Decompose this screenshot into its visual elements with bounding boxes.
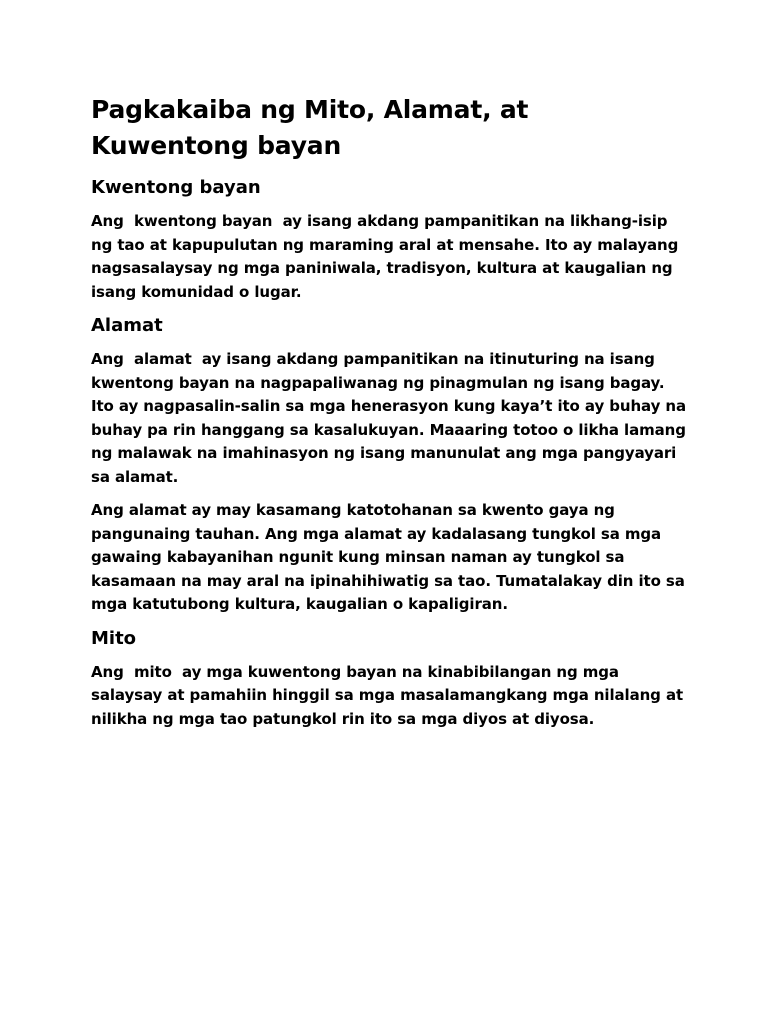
paragraph-mito-1: Ang mito ay mga kuwentong bayan na kinabibilangan ng mga salaysay at pamahiin hinggil sa mga masalamangkang mga nilalang at nilikha ng mga tao patungkol rin ito sa mga diyos at diyosa. <box>91 662 689 728</box>
page-title: Pagkakaiba ng Mito, Alamat, at Kuwentong bayan <box>91 95 529 160</box>
section-alamat <box>91 314 691 617</box>
section-heading-alamat: Alamat <box>91 315 163 336</box>
document-page <box>91 92 691 741</box>
section-mito <box>91 627 691 732</box>
section-heading-kwentong-bayan: Kwentong bayan <box>91 177 261 198</box>
paragraph-alamat-2: Ang alamat ay may kasamang katotohanan sa kwento gaya ng pangunaing tauhan. Ang mga alamat ay kadalasang tungkol sa mga gawaing kabayanihan ngunit kung minsan naman ay tungkol sa kasamaan na may aral na ipinahihiwatig sa tao. Tumatalakay din ito sa mga katutubong kultura, kaugalian o kapaligiran. <box>91 501 690 613</box>
paragraph-alamat-1: Ang alamat ay isang akdang pampanitikan na itinuturing na isang kwentong bayan na nagpapaliwanag ng pinagmulan ng isang bagay. Ito ay nagpasalin-salin sa mga henerasyon kung kaya’t ito ay buhay na buhay pa rin hanggang sa kasalukuyan. Maaaring totoo o likha lamang ng malawak na imahinasyon ng isang manunulat ang mga pangyayari sa alamat. <box>91 350 692 486</box>
section-kwentong-bayan <box>91 176 691 304</box>
paragraph-kwentong-bayan-1: Ang kwentong bayan ay isang akdang pampanitikan na likhang-isip ng tao at kapupulutan ng maraming aral at mensahe. Ito ay malayang nagsasalaysay ng mga paniniwala, tradisyon, kultura at kaugalian ng isang komunidad o lugar. <box>91 212 684 301</box>
section-heading-mito: Mito <box>91 627 137 649</box>
